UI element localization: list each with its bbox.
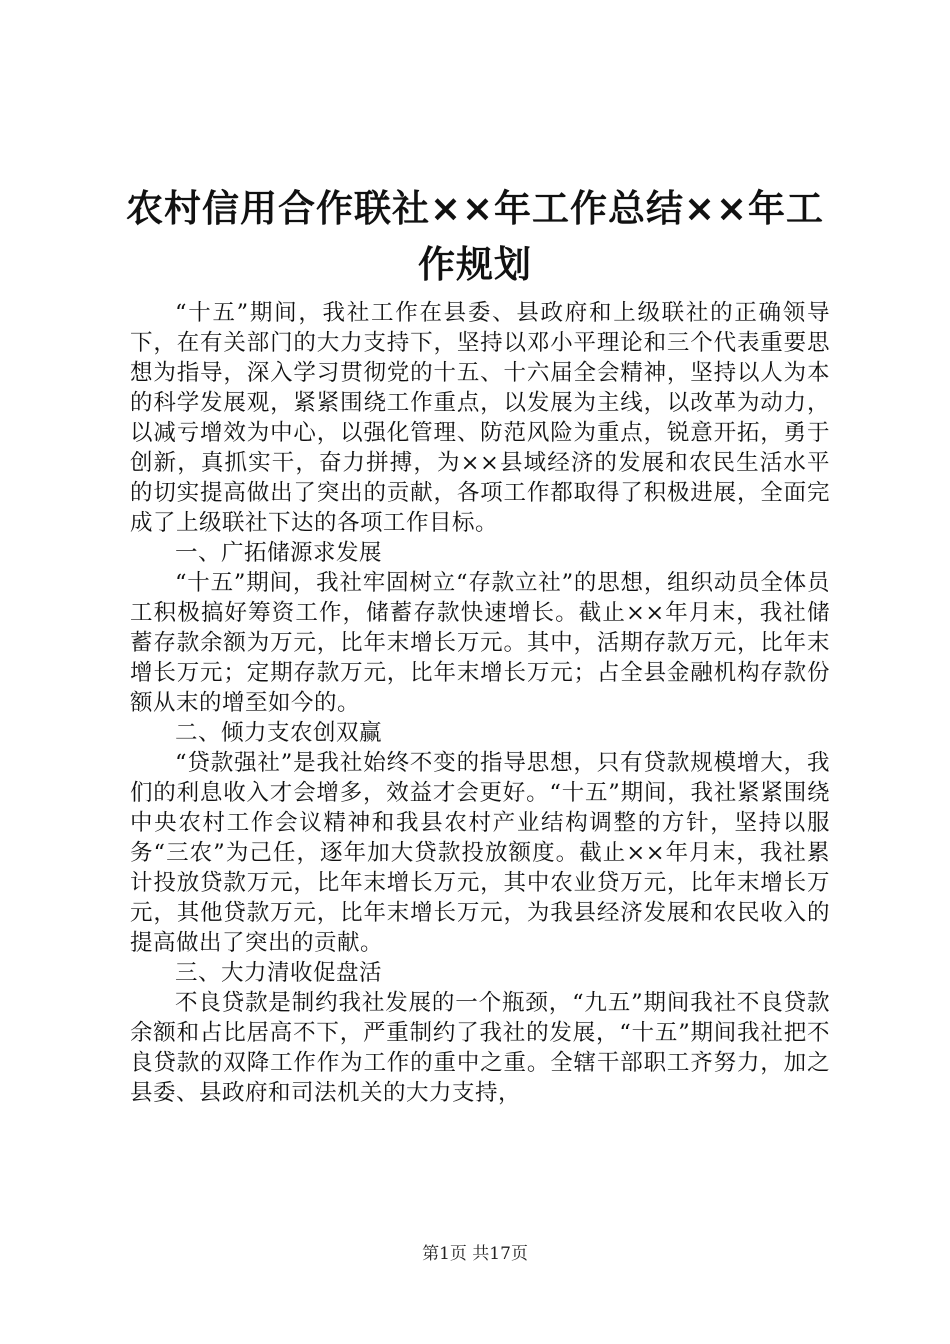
section-1-paragraph: “十五”期间，我社牢固树立“存款立社”的思想，组织动员全体员工积极搞好筹资工作，储蓄存款快速增长。截止××年月末，我社储蓄存款余额为万元，比年末增长万元。其中，活期存款万元，比年末增长万元；定期存款万元，比年末增长万元；占全县金融机构存款份额从末的增至如今的。 <box>130 570 830 716</box>
document-title: 农村信用合作联社××年工作总结××年工作规划 <box>125 187 824 286</box>
page-prefix: 第 <box>422 1244 440 1264</box>
intro-paragraph: “十五”期间，我社工作在县委、县政府和上级联社的正确领导下，在有关部门的大力支持下，坚持以邓小平理论和三个代表重要思想为指导，深入学习贯彻党的十五、十六届全会精神，坚持以人为本的科学发展观，紧紧围绕工作重点，以发展为主线，以改革为动力，以减亏增效为中心，以强化管理、防范风险为重点，锐意开拓，勇于创新，真抓实干，奋力拼搏，为××县域经济的发展和农民生活水平的切实提高做出了突出的贡献，各项工作都取得了积极进展，全面完成了上级联社下达的各项工作目标。 <box>130 300 830 536</box>
total-pages: 17 <box>489 1244 511 1264</box>
total-suffix: 页 <box>510 1244 528 1264</box>
section-heading-1: 一、广拓储源求发展 <box>175 540 383 566</box>
section-2-paragraph: “贷款强社”是我社始终不变的指导思想，只有贷款规模增大，我们的利息收入才会增多，效益才会更好。“十五”期间，我社紧紧围绕中央农村工作会议精神和我县农村产业结构调整的方针，坚持以服务“三农”为己任，逐年加大贷款投放额度。截止××年月末，我社累计投放贷款万元，比年末增长万元，其中农业贷万元，比年末增长万元，其他贷款万元，比年末增长万元，为我县经济发展和农民收入的提高做出了突出的贡献。 <box>130 750 830 956</box>
page-number: 1 <box>439 1244 450 1264</box>
section-heading-3: 三、大力清收促盘活 <box>175 960 383 986</box>
section-3-paragraph: 不良贷款是制约我社发展的一个瓶颈，“九五”期间我社不良贷款余额和占比居高不下，严重制约了我社的发展，“十五”期间我社把不良贷款的双降工作作为工作的重中之重。全辖干部职工齐努力，加之县委、县政府和司法机关的大力支持， <box>130 990 830 1106</box>
section-heading-2: 二、倾力支农创双赢 <box>175 720 383 746</box>
document-body <box>130 298 830 1108</box>
page-suffix: 页 <box>449 1244 467 1264</box>
total-prefix: 共 <box>472 1244 490 1264</box>
page-footer <box>0 1244 950 1264</box>
